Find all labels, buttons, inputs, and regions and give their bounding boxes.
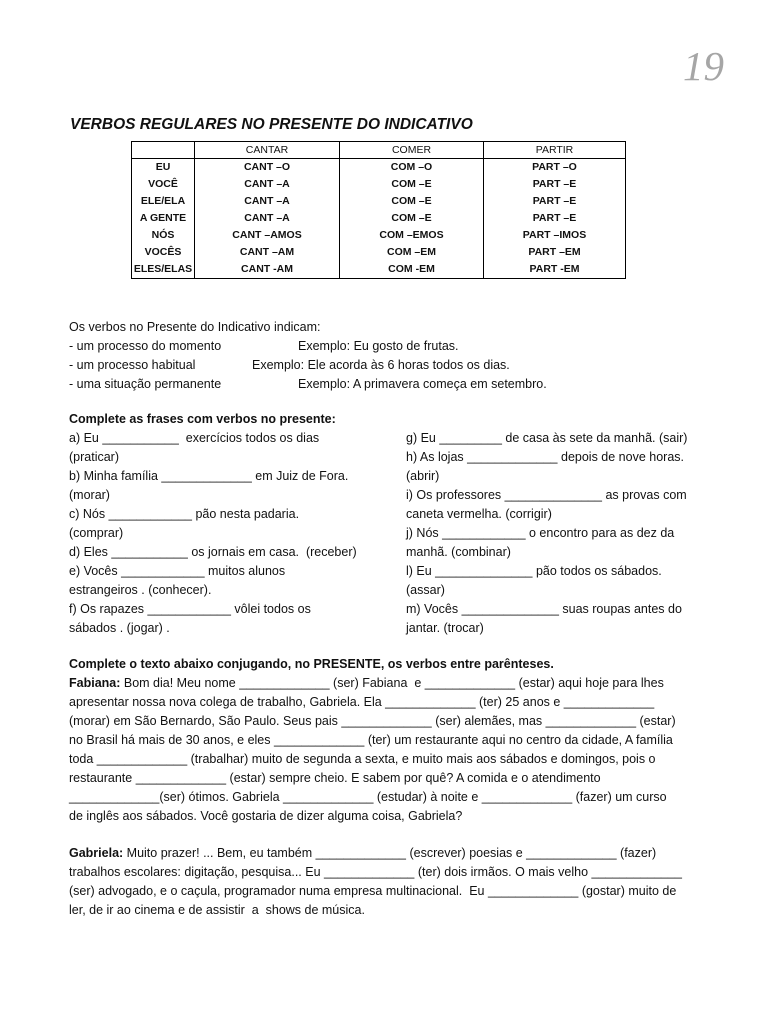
table-cell: COM –E xyxy=(340,210,484,227)
paragraph-gap xyxy=(69,826,709,844)
usage-item xyxy=(69,375,689,394)
usage-example: Exemplo: Eu gosto de frutas. xyxy=(298,339,459,353)
paragraph-text: Bom dia! Meu nome _____________ (ser) Fabiana e _____________ (estar) aqui hoje para lhes xyxy=(120,676,664,690)
paragraph-line: apresentar nossa nova colega de trabalho, Gabriela. Ela _____________ (ter) 25 anos e _____________ xyxy=(69,695,655,709)
table-cell: A GENTE xyxy=(132,210,195,227)
paragraph-text: Muito prazer! ... Bem, eu também _____________ (escrever) poesias e _____________ (fazer) xyxy=(123,846,657,860)
exercise-line: jantar. (trocar) xyxy=(406,621,484,635)
table-cell: CANT –AMOS xyxy=(195,227,340,244)
table-cell: PART –IMOS xyxy=(484,227,626,244)
exercise-line: estrangeiros . (conhecer). xyxy=(69,583,212,597)
table-row xyxy=(132,193,626,210)
exercise-line: j) Nós ____________ o encontro para as dez da xyxy=(406,526,675,540)
exercise-line: (assar) xyxy=(406,583,445,597)
exercise-line: (abrir) xyxy=(406,469,440,483)
speaker-label: Fabiana: xyxy=(69,676,121,690)
table-cell: EU xyxy=(132,159,195,177)
table-cell: VOCÊ xyxy=(132,176,195,193)
paragraph-line: de inglês aos sábados. Você gostaria de dizer alguma coisa, Gabriela? xyxy=(69,809,463,823)
exercise-line: sábados . (jogar) . xyxy=(69,621,170,635)
usage-label: - uma situação permanente xyxy=(69,377,222,391)
exercise1-right-column xyxy=(406,429,706,638)
exercise-line: l) Eu ______________ pão todos os sábados. xyxy=(406,564,662,578)
exercise-line: c) Nós ____________ pão nesta padaria. xyxy=(69,507,300,521)
gabriela-line xyxy=(69,844,709,863)
exercise-line: manhã. (combinar) xyxy=(406,545,511,559)
exercise1-left-column xyxy=(69,429,369,638)
table-cell: COM –O xyxy=(340,159,484,177)
fabiana-line xyxy=(69,674,709,693)
paragraph-line: restaurante _____________ (estar) sempre cheio. E sabem por quê? A comida e o atendimento xyxy=(69,771,601,785)
usage-section xyxy=(69,318,689,394)
table-header-cell xyxy=(132,142,195,159)
table-cell: CANT –AM xyxy=(195,244,340,261)
table-cell: PART –E xyxy=(484,210,626,227)
table-header-cell: CANTAR xyxy=(195,142,340,159)
exercise-line: a) Eu ___________ exercícios todos os dias xyxy=(69,431,320,445)
table-header-row xyxy=(132,142,626,159)
table-cell: PART –EM xyxy=(484,244,626,261)
conjugation-table xyxy=(131,141,626,279)
table-header-cell: PARTIR xyxy=(484,142,626,159)
table-cell: ELES/ELAS xyxy=(132,261,195,279)
exercise-line: (morar) xyxy=(69,488,110,502)
usage-intro: Os verbos no Presente do Indicativo indicam: xyxy=(69,320,321,334)
exercise1-heading: Complete as frases com verbos no presente: xyxy=(69,412,336,426)
exercise2-section xyxy=(69,655,709,920)
table-cell: CANT -AM xyxy=(195,261,340,279)
table-header-cell: COMER xyxy=(340,142,484,159)
table-cell: ELE/ELA xyxy=(132,193,195,210)
table-cell: COM –EMOS xyxy=(340,227,484,244)
table-cell: COM -EM xyxy=(340,261,484,279)
table-cell: COM –E xyxy=(340,193,484,210)
exercise-line: caneta vermelha. (corrigir) xyxy=(406,507,552,521)
document-title: VERBOS REGULARES NO PRESENTE DO INDICATIVO xyxy=(70,116,473,133)
paragraph-line: (ser) advogado, e o caçula, programador numa empresa multinacional. Eu _____________ (gostar) muito de xyxy=(69,884,677,898)
table-row xyxy=(132,210,626,227)
table-cell: CANT –O xyxy=(195,159,340,177)
paragraph-line: trabalhos escolares: digitação, pesquisa... Eu _____________ (ter) dois irmãos. O mais velho _____________ xyxy=(69,865,682,879)
paragraph-line: no Brasil há mais de 30 anos, e eles _____________ (ter) um restaurante aqui no centro da cidade, A família xyxy=(69,733,673,747)
exercise-line: i) Os professores ______________ as provas com xyxy=(406,488,687,502)
paragraph-line: _____________(ser) ótimos. Gabriela _____________ (estudar) à noite e _____________ (fazer) um curso xyxy=(69,790,667,804)
exercise-line: (praticar) xyxy=(69,450,120,464)
exercise2-heading: Complete o texto abaixo conjugando, no PRESENTE, os verbos entre parênteses. xyxy=(69,657,554,671)
usage-example: Exemplo: A primavera começa em setembro. xyxy=(298,377,547,391)
exercise-line: m) Vocês ______________ suas roupas antes do xyxy=(406,602,682,616)
usage-label: - um processo do momento xyxy=(69,339,222,353)
table-cell: PART –O xyxy=(484,159,626,177)
table-cell: PART –E xyxy=(484,176,626,193)
table-cell: CANT –A xyxy=(195,210,340,227)
table-row xyxy=(132,244,626,261)
table-cell: NÓS xyxy=(132,227,195,244)
usage-label: - um processo habitual xyxy=(69,358,196,372)
usage-item xyxy=(69,356,689,375)
table-row xyxy=(132,227,626,244)
table-cell: CANT –A xyxy=(195,193,340,210)
exercise-line: d) Eles ___________ os jornais em casa. (receber) xyxy=(69,545,357,559)
table-row xyxy=(132,159,626,177)
exercise-line: g) Eu _________ de casa às sete da manhã. (sair) xyxy=(406,431,688,445)
usage-item xyxy=(69,337,689,356)
exercise-line: (comprar) xyxy=(69,526,124,540)
usage-example: Exemplo: Ele acorda às 6 horas todos os dias. xyxy=(252,358,510,372)
exercise-line: h) As lojas _____________ depois de nove horas. xyxy=(406,450,684,464)
speaker-label: Gabriela: xyxy=(69,846,124,860)
table-cell: COM –EM xyxy=(340,244,484,261)
table-row xyxy=(132,176,626,193)
table-cell: COM –E xyxy=(340,176,484,193)
paragraph-line: (morar) em São Bernardo, São Paulo. Seus pais _____________ (ser) alemães, mas _____________ (estar) xyxy=(69,714,676,728)
exercise-line: b) Minha família _____________ em Juiz de Fora. xyxy=(69,469,349,483)
paragraph-line: toda _____________ (trabalhar) muito de segunda a sexta, e muito mais aos sábados e domingos, pois o xyxy=(69,752,656,766)
table-cell: PART -EM xyxy=(484,261,626,279)
paragraph-line: ler, de ir ao cinema e de assistir a shows de música. xyxy=(69,903,365,917)
page-number: 19 xyxy=(683,43,724,89)
table-row xyxy=(132,261,626,279)
exercise-line: f) Os rapazes ____________ vôlei todos os xyxy=(69,602,311,616)
table-cell: VOCÊS xyxy=(132,244,195,261)
table-cell: CANT –A xyxy=(195,176,340,193)
table-cell: PART –E xyxy=(484,193,626,210)
exercise-line: e) Vocês ____________ muitos alunos xyxy=(69,564,286,578)
